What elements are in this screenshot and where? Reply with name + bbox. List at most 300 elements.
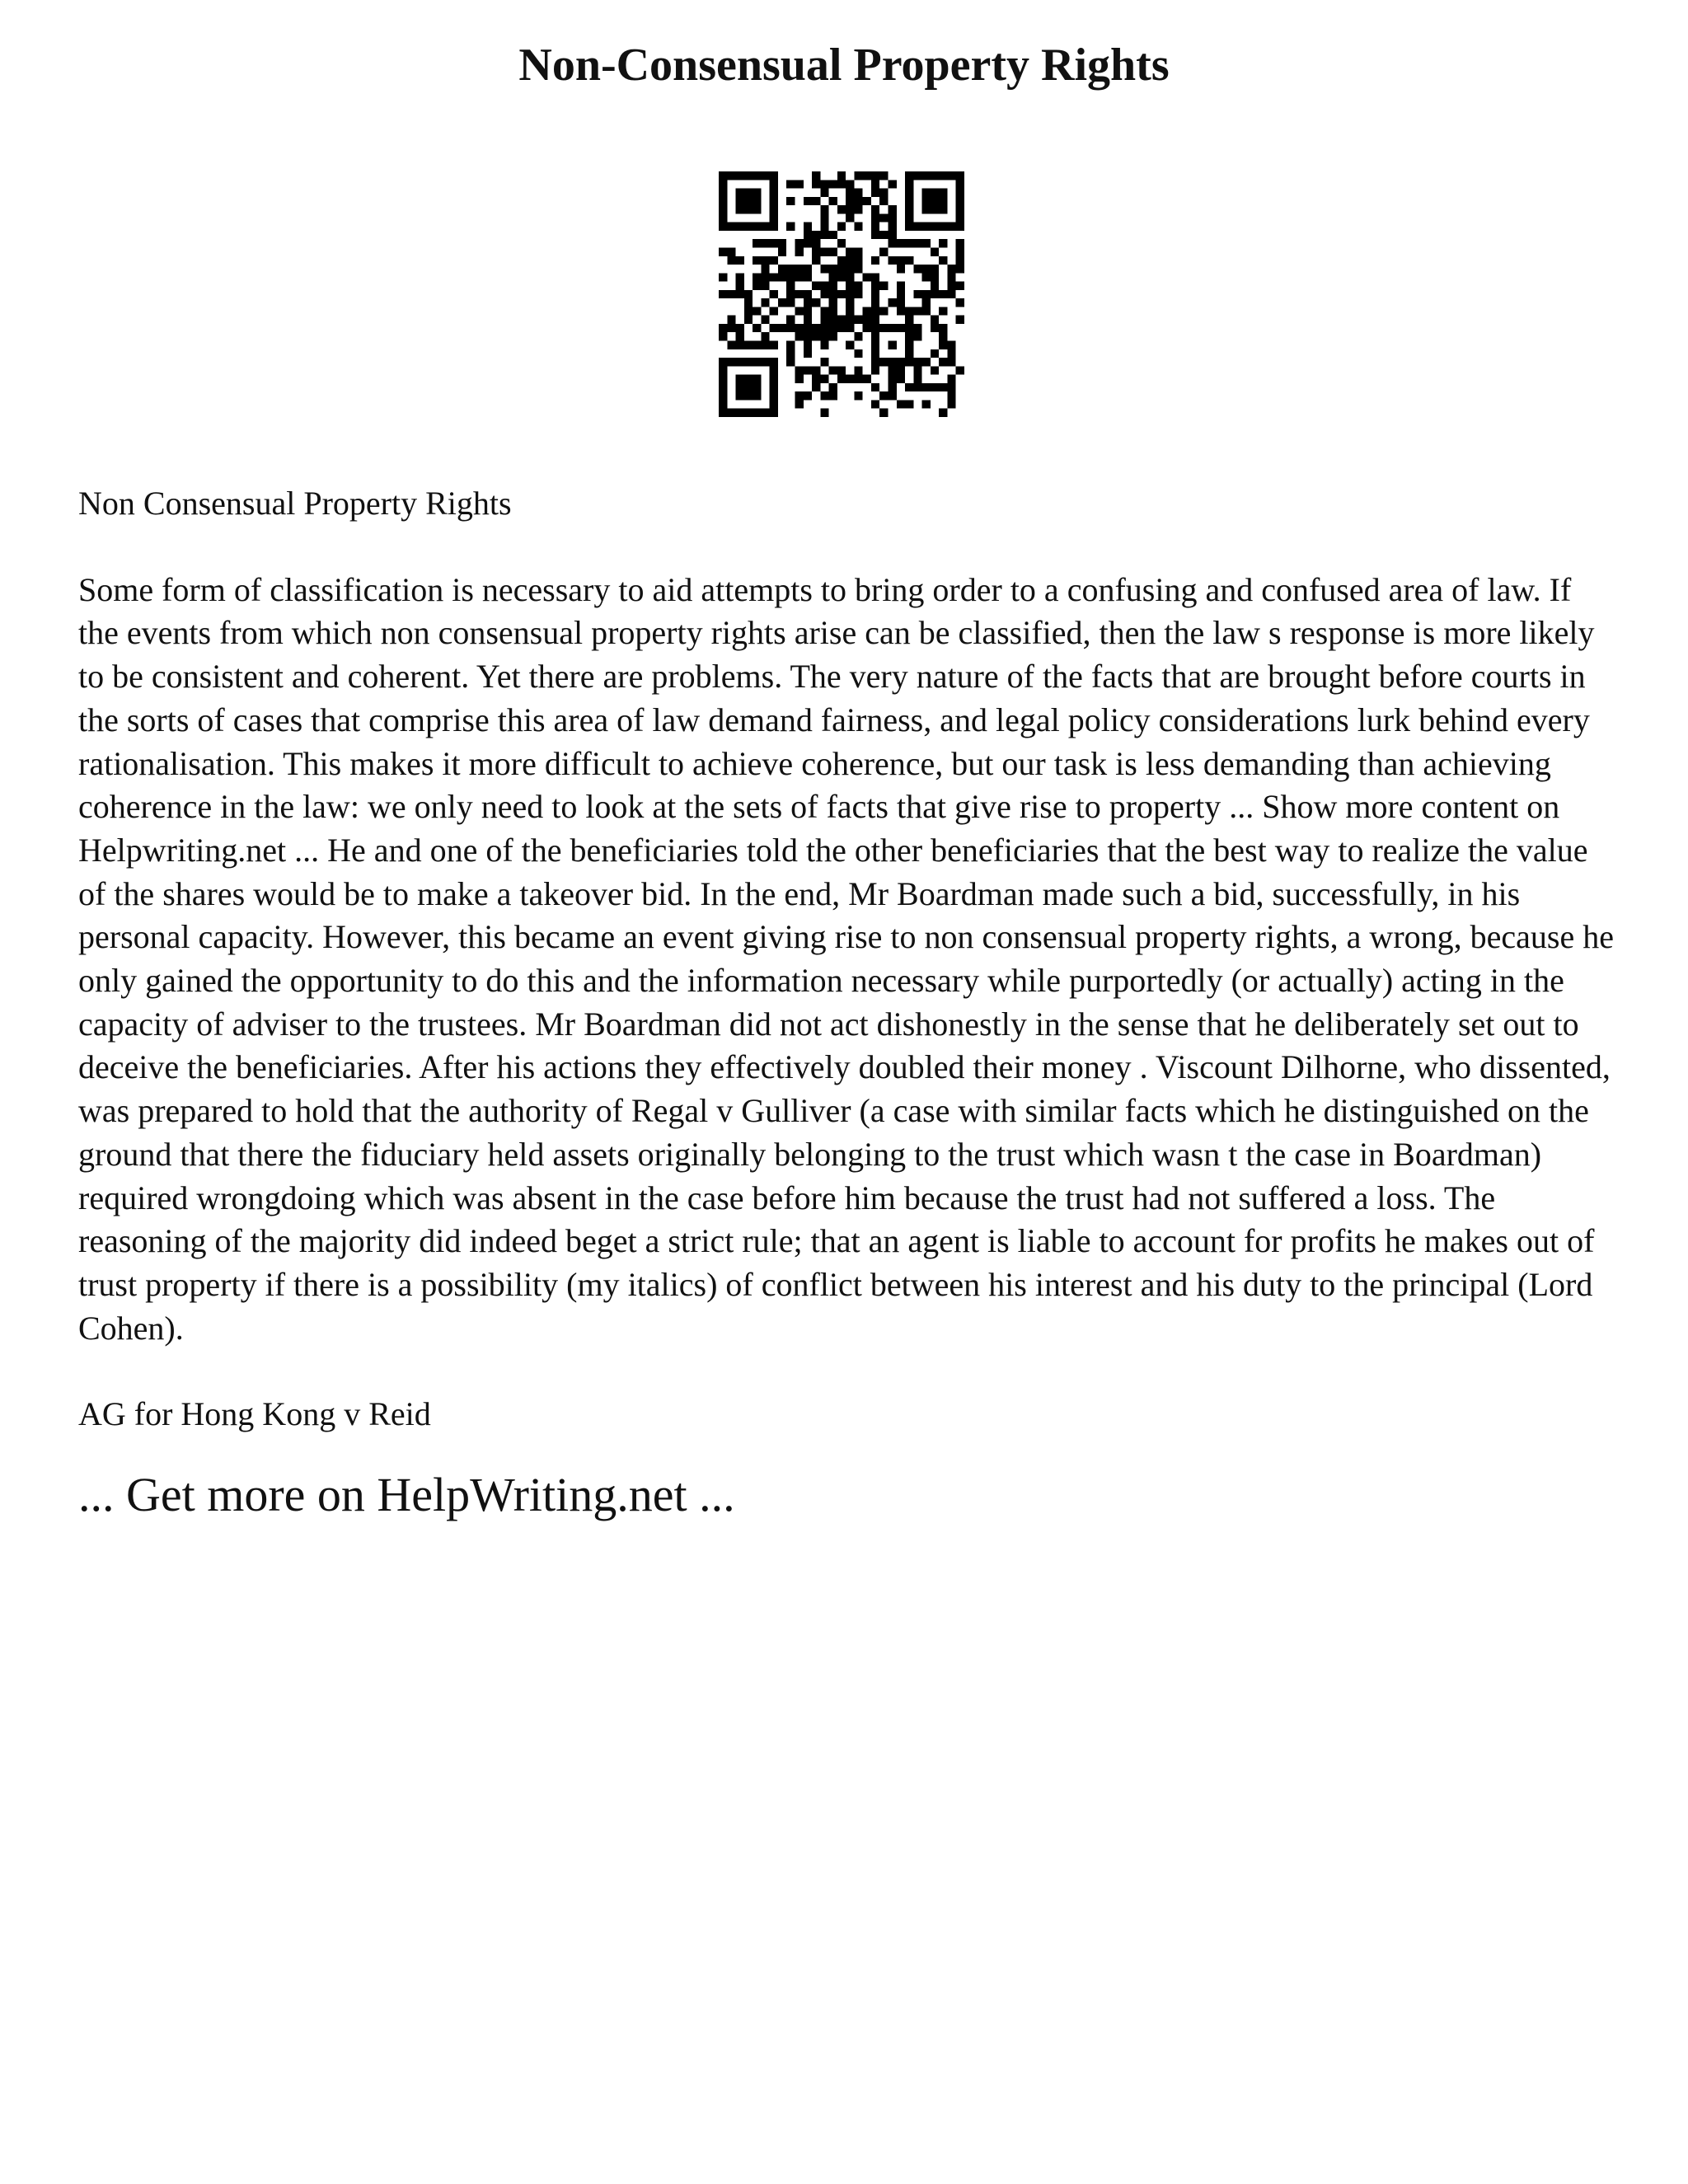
qr-module [753, 223, 761, 231]
qr-module [913, 290, 921, 298]
qr-module [804, 341, 812, 349]
qr-module [846, 180, 854, 188]
qr-module [879, 189, 888, 197]
qr-module [753, 282, 761, 290]
qr-module [727, 358, 735, 366]
qr-module [889, 383, 897, 391]
qr-module [812, 231, 820, 239]
qr-module [829, 298, 837, 307]
qr-module [795, 391, 803, 400]
qr-module [879, 324, 888, 332]
qr-module [761, 409, 769, 417]
qr-module [820, 324, 828, 332]
qr-module [947, 400, 955, 408]
qr-module [761, 282, 769, 290]
qr-module [897, 290, 905, 298]
qr-module [846, 324, 854, 332]
qr-module [753, 358, 761, 366]
qr-module [778, 265, 786, 273]
qr-module [871, 324, 879, 332]
qr-module [913, 239, 921, 247]
qr-module [761, 265, 769, 273]
qr-module [879, 391, 888, 400]
qr-module [905, 349, 913, 358]
qr-module [829, 231, 837, 239]
qr-module [744, 316, 753, 324]
qr-module [846, 189, 854, 197]
qr-module [871, 349, 879, 358]
qr-module [829, 265, 837, 273]
qr-module [939, 256, 947, 265]
qr-module [812, 366, 820, 374]
qr-module [795, 324, 803, 332]
qr-module [956, 282, 964, 290]
qr-module [931, 265, 939, 273]
qr-module [931, 223, 939, 231]
qr-module [770, 391, 778, 400]
qr-module [854, 171, 862, 180]
qr-module [770, 213, 778, 222]
qr-module [719, 223, 727, 231]
qr-module [795, 180, 803, 188]
qr-module [753, 375, 761, 383]
qr-module [804, 239, 812, 247]
qr-module [736, 197, 744, 205]
qr-module [829, 383, 837, 391]
qr-module [770, 171, 778, 180]
qr-module [931, 383, 939, 391]
qr-module [931, 349, 939, 358]
qr-module [922, 205, 931, 213]
qr-module [939, 383, 947, 391]
qr-module [770, 375, 778, 383]
qr-module [931, 366, 939, 374]
qr-module [871, 231, 879, 239]
qr-module [871, 307, 879, 315]
qr-module [837, 180, 846, 188]
qr-module [846, 298, 854, 307]
qr-module [786, 298, 795, 307]
qr-module [795, 332, 803, 340]
qr-module [846, 247, 854, 255]
qr-module [837, 256, 846, 265]
qr-module [786, 265, 795, 273]
qr-module [956, 213, 964, 222]
qr-module [889, 205, 897, 213]
qr-module [854, 189, 862, 197]
qr-module [770, 189, 778, 197]
qr-module [905, 383, 913, 391]
qr-module [719, 324, 727, 332]
qr-module [922, 239, 931, 247]
qr-module [719, 366, 727, 374]
qr-module [913, 307, 921, 315]
qr-module [719, 273, 727, 281]
qr-module [786, 358, 795, 366]
qr-module [770, 409, 778, 417]
qr-module [922, 273, 931, 281]
qr-module [871, 223, 879, 231]
qr-module [931, 189, 939, 197]
qr-module [744, 298, 753, 307]
qr-module [761, 332, 769, 340]
qr-module [889, 256, 897, 265]
qr-module [753, 341, 761, 349]
qr-module [922, 197, 931, 205]
qr-module [786, 290, 795, 298]
qr-module [846, 282, 854, 290]
qr-module [939, 239, 947, 247]
qr-module [879, 213, 888, 222]
qr-module [854, 265, 862, 273]
qr-module [837, 290, 846, 298]
qr-module [913, 171, 921, 180]
qr-module [871, 290, 879, 298]
document-content [78, 482, 1620, 1524]
qr-module [829, 273, 837, 281]
qr-module [854, 391, 862, 400]
qr-module [837, 316, 846, 324]
qr-module [736, 341, 744, 349]
qr-module [753, 273, 761, 281]
qr-module [871, 180, 879, 188]
qr-module [931, 205, 939, 213]
qr-module [719, 400, 727, 408]
qr-module [736, 205, 744, 213]
qr-module [854, 366, 862, 374]
qr-module [939, 358, 947, 366]
qr-module [829, 197, 837, 205]
qr-module [753, 383, 761, 391]
qr-module [837, 366, 846, 374]
qr-module [931, 290, 939, 298]
qr-module [956, 265, 964, 273]
qr-module [820, 409, 828, 417]
qr-module [753, 256, 761, 265]
qr-module [820, 307, 828, 315]
qr-module [956, 239, 964, 247]
qr-module [736, 223, 744, 231]
qr-module [736, 171, 744, 180]
document-body: Some form of classification is necessary to aid attempts to bring order to a confusing and confused area of law. If the events from which non consensual property rights arise can be classified, then the law s response is more likely to be consistent and coherent. Yet there are problems. The very nature of the facts that are brought before courts in the sorts of cases that comprise this area of law demand fairness, and legal policy considerations lurk behind every rationalisation. This makes it more difficult to achieve coherence, but our task is less demanding than achieving coherence in the law: we only need to look at the sets of facts that give rise to property ... Show more content on Helpwriting.net ... He and one of the beneficiaries told the other beneficiaries that the best way to realize the value of the shares would be to make a takeover bid. In the end, Mr Boardman made such a bid, successfully, in his personal capacity. However, this became an event giving rise to non consensual property rights, a wrong, because he only gained the opportunity to do this and the information necessary while purportedly (or actually) acting in the capacity of adviser to the trustees. Mr Boardman did not act dishonestly in the sense that he deliberately set out to deceive the beneficiaries. After his actions they effectively doubled their money . Viscount Dilhorne, who dissented, was prepared to hold that the authority of Regal v Gulliver (a case with similar facts which he distinguished on the ground that there the fiduciary held assets originally belonging to the trust which wasn t the case in Boardman) required wrongdoing which was absent in the case before him because the trust had not suffered a loss. The reasoning of the majority did indeed beget a strict rule; that an agent is liable to account for profits he makes out of trust property if there is a possibility (my italics) of conflict between his interest and his duty to the principal (Lord Cohen). [78, 570, 1614, 1347]
qr-module [727, 256, 735, 265]
qr-module [863, 197, 871, 205]
qr-module [770, 307, 778, 315]
qr-module [736, 256, 744, 265]
qr-module [922, 307, 931, 315]
qr-module [871, 273, 879, 281]
qr-module [947, 282, 955, 290]
qr-module [939, 409, 947, 417]
qr-module [905, 316, 913, 324]
qr-module [719, 358, 727, 366]
qr-module [956, 298, 964, 307]
qr-module [871, 316, 879, 324]
qr-module [905, 223, 913, 231]
qr-module [879, 197, 888, 205]
qr-module [795, 375, 803, 383]
qr-module [947, 341, 955, 349]
qr-module [753, 409, 761, 417]
qr-module [837, 171, 846, 180]
qr-module [829, 332, 837, 340]
qr-module [744, 290, 753, 298]
qr-module [837, 324, 846, 332]
qr-module [753, 307, 761, 315]
qr-module [829, 290, 837, 298]
qr-module [837, 273, 846, 281]
qr-module [871, 189, 879, 197]
qr-module [736, 290, 744, 298]
qr-module [854, 197, 862, 205]
qr-module [863, 273, 871, 281]
qr-module [744, 189, 753, 197]
qr-module [854, 205, 862, 213]
qr-module [897, 265, 905, 273]
qr-code-icon [719, 171, 964, 417]
qr-module [939, 290, 947, 298]
qr-module [922, 290, 931, 298]
qr-module [956, 197, 964, 205]
qr-module [846, 256, 854, 265]
qr-module [905, 341, 913, 349]
qr-module [761, 273, 769, 281]
qr-module [727, 316, 735, 324]
qr-module [846, 341, 854, 349]
qr-module [905, 239, 913, 247]
qr-module [727, 171, 735, 180]
qr-module [736, 375, 744, 383]
qr-module [846, 205, 854, 213]
qr-module [804, 298, 812, 307]
qr-module [939, 171, 947, 180]
qr-module [863, 375, 871, 383]
qr-module [897, 298, 905, 307]
qr-module [753, 205, 761, 213]
qr-module [939, 332, 947, 340]
qr-module [854, 332, 862, 340]
qr-module [846, 265, 854, 273]
qr-module [804, 332, 812, 340]
get-more-link[interactable]: ... Get more on HelpWriting.net ... [78, 1468, 735, 1522]
qr-module [820, 341, 828, 349]
qr-module [786, 282, 795, 290]
qr-module [812, 332, 820, 340]
qr-module [719, 332, 727, 340]
qr-module [922, 298, 931, 307]
qr-module [854, 223, 862, 231]
qr-module [913, 375, 921, 383]
qr-module [744, 197, 753, 205]
qr-module [931, 282, 939, 290]
qr-module [820, 247, 828, 255]
qr-module [753, 391, 761, 400]
qr-module [871, 171, 879, 180]
qr-module [736, 358, 744, 366]
qr-module [820, 332, 828, 340]
qr-module [829, 316, 837, 324]
qr-module [812, 171, 820, 180]
qr-module [795, 290, 803, 298]
qr-module [905, 189, 913, 197]
qr-module [761, 239, 769, 247]
qr-module [719, 180, 727, 188]
qr-module [770, 239, 778, 247]
qr-module [871, 213, 879, 222]
qr-module [905, 332, 913, 340]
qr-module [879, 231, 888, 239]
qr-module [778, 247, 786, 255]
qr-module [795, 265, 803, 273]
qr-module [889, 298, 897, 307]
qr-module [778, 298, 786, 307]
qr-module [812, 383, 820, 391]
qr-module [770, 205, 778, 213]
qr-module [905, 180, 913, 188]
qr-module [889, 391, 897, 400]
qr-module [820, 316, 828, 324]
qr-module [931, 316, 939, 324]
qr-module [770, 383, 778, 391]
qr-module [889, 375, 897, 383]
qr-module [804, 349, 812, 358]
qr-module [897, 358, 905, 366]
qr-module [761, 341, 769, 349]
qr-module [829, 282, 837, 290]
qr-module [753, 324, 761, 332]
qr-module [905, 324, 913, 332]
qr-module [922, 400, 931, 408]
qr-module [913, 265, 921, 273]
qr-module [905, 213, 913, 222]
qr-module [829, 307, 837, 315]
qr-module [913, 366, 921, 374]
qr-module [837, 265, 846, 273]
qr-module [719, 189, 727, 197]
qr-module [922, 171, 931, 180]
qr-module [812, 247, 820, 255]
qr-module [719, 375, 727, 383]
qr-module [820, 290, 828, 298]
qr-module [786, 349, 795, 358]
qr-module [889, 358, 897, 366]
qr-module [871, 256, 879, 265]
qr-module [956, 366, 964, 374]
qr-module [837, 239, 846, 247]
qr-module [820, 180, 828, 188]
qr-module [871, 282, 879, 290]
qr-module [744, 171, 753, 180]
qr-module [770, 400, 778, 408]
qr-module [889, 324, 897, 332]
qr-module [804, 307, 812, 315]
qr-module [956, 180, 964, 188]
qr-module [863, 316, 871, 324]
qr-module [744, 358, 753, 366]
qr-module [786, 273, 795, 281]
qr-module [879, 307, 888, 315]
qr-module [770, 341, 778, 349]
qr-module [905, 307, 913, 315]
qr-module [863, 307, 871, 315]
qr-module [889, 239, 897, 247]
qr-module [727, 324, 735, 332]
qr-module [846, 197, 854, 205]
qr-module [744, 375, 753, 383]
qr-module [871, 383, 879, 391]
qr-module [804, 223, 812, 231]
qr-module [922, 383, 931, 391]
qr-module [871, 341, 879, 349]
qr-module [795, 307, 803, 315]
qr-module [736, 391, 744, 400]
qr-module [744, 391, 753, 400]
qr-module [786, 180, 795, 188]
qr-module [897, 256, 905, 265]
qr-module [871, 400, 879, 408]
qr-module [879, 358, 888, 366]
qr-module [770, 273, 778, 281]
qr-module [956, 223, 964, 231]
qr-module [744, 383, 753, 391]
qr-module [913, 383, 921, 391]
qr-module [956, 171, 964, 180]
qr-module [871, 366, 879, 374]
qr-module [812, 282, 820, 290]
qr-module [744, 409, 753, 417]
qr-module [956, 247, 964, 255]
qr-module [897, 375, 905, 383]
qr-module [956, 316, 964, 324]
qr-module [820, 375, 828, 383]
qr-module [753, 189, 761, 197]
qr-module [947, 265, 955, 273]
qr-module [897, 307, 905, 315]
qr-module [795, 247, 803, 255]
qr-module [854, 256, 862, 265]
qr-module [719, 205, 727, 213]
qr-module [753, 171, 761, 180]
qr-module [897, 324, 905, 332]
qr-module [889, 341, 897, 349]
qr-module [956, 189, 964, 197]
qr-module [931, 171, 939, 180]
qr-module [947, 171, 955, 180]
qr-module [778, 324, 786, 332]
qr-module [820, 282, 828, 290]
qr-module [939, 189, 947, 197]
qr-module [846, 316, 854, 324]
qr-module [786, 341, 795, 349]
qr-module [829, 391, 837, 400]
qr-module [871, 205, 879, 213]
qr-module [804, 273, 812, 281]
qr-module [846, 375, 854, 383]
qr-module [905, 358, 913, 366]
qr-module [786, 223, 795, 231]
qr-module [871, 298, 879, 307]
qr-module [727, 341, 735, 349]
qr-module [871, 332, 879, 340]
qr-module [922, 358, 931, 366]
qr-module [820, 223, 828, 231]
qr-module [795, 400, 803, 408]
qr-module [770, 180, 778, 188]
qr-module [812, 375, 820, 383]
qr-module [956, 205, 964, 213]
qr-module [820, 189, 828, 197]
qr-module [829, 324, 837, 332]
